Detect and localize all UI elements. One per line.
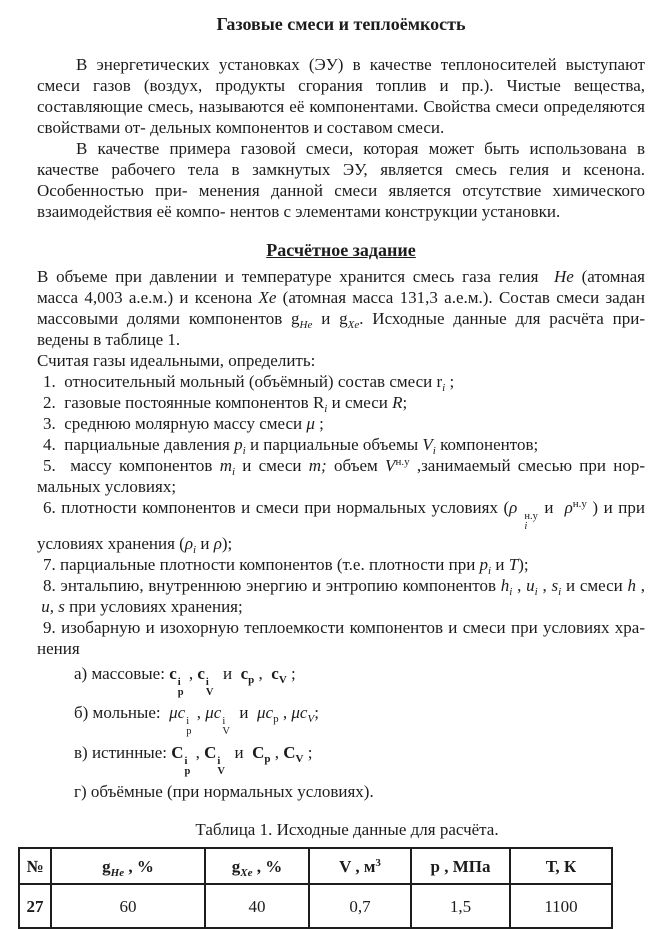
- data-cell-5: 1,5: [411, 884, 510, 928]
- header-cell-4: V , $м^3$: [309, 848, 411, 884]
- list-item-7: 7. парциальные плотности компонентов (т.е. плотности при $p_i$ и T);: [43, 554, 529, 577]
- list-item-9: 9. изобарную и изохорную теплоемкости компонентов и смеси при условиях хра- нения: [37, 617, 645, 658]
- section-heading-task: Расчётное задание: [266, 240, 416, 260]
- list-item-10: а) массовые: c i p , c i V и $c_p$ , $c_V$ ;: [74, 663, 296, 698]
- list-item-1: 1. относительный мольный (объёмный) состав смеси $r_i$ ;: [43, 372, 455, 394]
- data-cell-2: 60: [51, 884, 205, 928]
- stacked-script: i V: [205, 676, 214, 698]
- list-item-11: б) мольные: μc i p , μc i V и $\mu c_p$ , $\mu c_V$;: [74, 703, 319, 737]
- table-caption: Таблица 1. Исходные данные для расчёта.: [195, 820, 499, 839]
- list-item-6: 6. плотности компонентов и смеси при нормальных условиях (ρ н.у i и $\rho^{н.у}$ ) и при условиях хранения ($\rho_i$ и ρ);: [37, 498, 645, 556]
- stacked-script: i V: [222, 716, 230, 737]
- list-item-2: 2. газовые постоянные компонентов $R_i$ и смеси R;: [43, 393, 408, 415]
- page-title: Газовые смеси и теплоёмкость: [216, 14, 466, 34]
- data-cell-6: 1100: [510, 884, 612, 928]
- header-cell-5: p , МПа: [411, 848, 510, 884]
- stacked-script: i p: [186, 716, 192, 737]
- list-item-4: 4. парциальные давления $p_i$ и парциальные объемы $V_i$ компонентов;: [43, 435, 539, 457]
- table-header-row: [19, 848, 612, 884]
- paragraph-task-intro: В объеме при давлении и температуре хранится смесь газа гелия He (атомная масса 4,003 а.е.м.) и ксенона Xe (атомная масса 131,3 а.е.м.). Состав смеси задан массовыми долями компонентов $g_{He}$ и $g_{Xe}$. Исходные данные для расчёта при- ведены в таблице 1.: [37, 267, 645, 349]
- data-cell-3: 40: [205, 884, 309, 928]
- stacked-script: i p: [184, 755, 191, 777]
- header-cell-6: Т, К: [510, 848, 612, 884]
- table-data-row: [19, 884, 612, 928]
- header-cell-3: $g_{Xe}$ , %: [205, 848, 309, 884]
- list-item-13: г) объёмные (при нормальных условиях).: [74, 782, 374, 801]
- paragraph-determine: Считая газы идеальными, определить:: [37, 351, 316, 370]
- list-item-8: 8. энтальпию, внутреннюю энергию и энтропию компонентов $h_i$ , $u_i$ , $s_i$ и смеси h , u, s при условиях хранения;: [37, 575, 646, 616]
- data-cell-1: 27: [19, 884, 51, 928]
- header-cell-1: №: [19, 848, 51, 884]
- list-item-3: 3. среднюю молярную массу смеси μ ;: [43, 414, 324, 433]
- paragraph-intro-1: В энергетических установках (ЭУ) в качестве теплоносителей выступают смеси газов (воздух, продукты сгорания топлив и пр.). Чистые вещества, составляющие смесь, называются её компонентами. Свойства смеси определяются свойствами от- дельных компонентов и составом смеси.: [37, 55, 645, 137]
- list-item-12: в) истинные: C i p , C i V и $C_p$ , $C_V$ ;: [74, 742, 313, 777]
- stacked-script: i V: [217, 755, 225, 777]
- data-cell-4: 0,7: [309, 884, 411, 928]
- stacked-script: i p: [177, 676, 184, 698]
- header-cell-2: $g_{He}$ , %: [51, 848, 205, 884]
- task-list: [37, 371, 645, 806]
- stacked-script: н.у i: [524, 511, 538, 532]
- data-table: [18, 847, 613, 929]
- list-item-5: 5. массу компонентов $m_i$ и смеси m; объем $V^{н.у}$ ,занимаемый смесью при нор- мальных условиях;: [37, 456, 645, 496]
- paragraph-intro-2: В качестве примера газовой смеси, которая может быть использована в качестве рабочего тела в замкнутых ЭУ, является смесь гелия и ксенона. Особенностью при- менения данной смеси является отсутствие химического взаимодействия её компо- нентов с элементами конструкции установки.: [37, 139, 645, 221]
